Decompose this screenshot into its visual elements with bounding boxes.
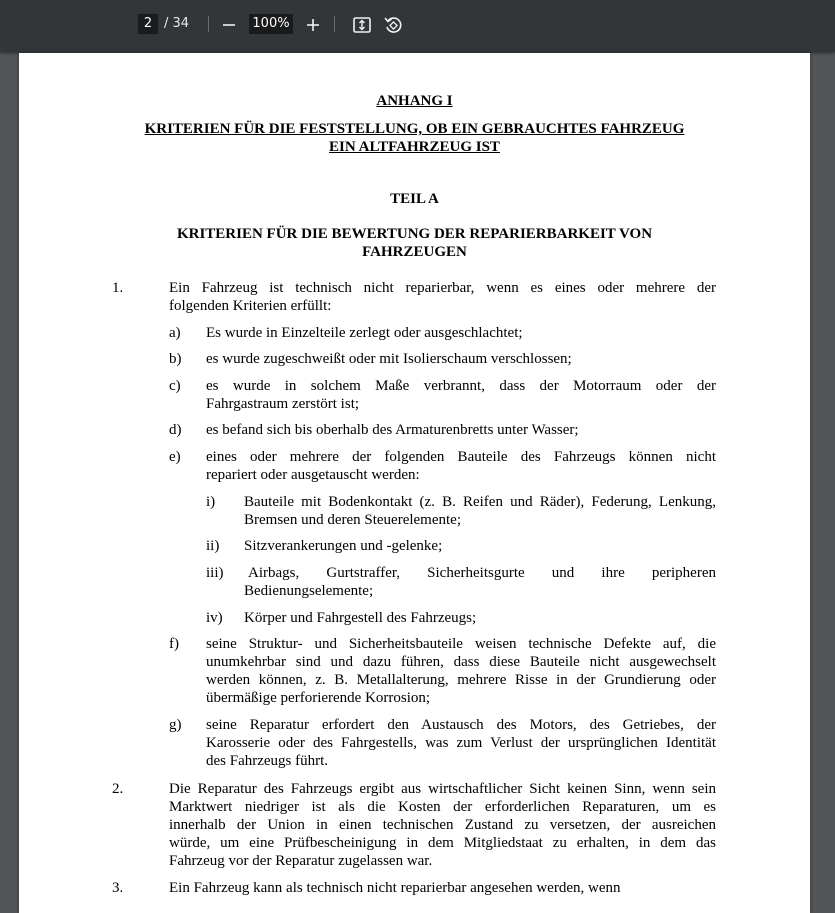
paragraph-line: seine Struktur- und Sicherheitsbauteile weisen technische Defekte auf, die: [206, 636, 716, 652]
item-number: 3.: [112, 880, 124, 896]
fit-page-button[interactable]: [351, 14, 373, 36]
criteria-title: [19, 120, 810, 156]
annex-title: ANHANG I: [376, 93, 453, 109]
plus-icon: [302, 14, 324, 36]
rotate-icon: [382, 14, 404, 36]
paragraph-line: des Fahrzeugs führt.: [206, 753, 329, 769]
paragraph-line: Fahrzeug vor der Reparatur zugelassen war.: [169, 853, 433, 869]
item-roman: i): [206, 494, 216, 510]
paragraph-line: eines oder mehrere der folgenden Bauteile des Fahrzeugs können nicht: [206, 449, 716, 465]
criteria-title-line2: EIN ALTFAHRZEUG IST: [329, 139, 500, 155]
item-letter: g): [169, 717, 182, 733]
item-letter: d): [169, 422, 182, 438]
item-number: 2.: [112, 781, 124, 797]
item-letter: e): [169, 449, 181, 465]
pdf-page: [19, 53, 810, 913]
paragraph-line: werden können, z. B. Metallalterung, mehrere Risse in der Grundierung oder: [206, 672, 716, 688]
item-number: 1.: [112, 280, 124, 296]
paragraph-line: Ein Fahrzeug kann als technisch nicht reparierbar angesehen werden, wenn: [169, 880, 621, 896]
paragraph-line: repariert oder ausgetauscht werden:: [206, 467, 420, 483]
section-title-line2: FAHRZEUGEN: [362, 244, 467, 260]
item-letter: b): [169, 351, 182, 367]
pdf-toolbar: [0, 0, 835, 52]
paragraph-line: Sitzverankerungen und -gelenke;: [244, 538, 443, 554]
page-total: / 34: [164, 16, 190, 31]
rotate-button[interactable]: [382, 14, 404, 36]
zoom-in-button[interactable]: [302, 14, 324, 36]
section-title: [19, 225, 810, 261]
paragraph-line: Ein Fahrzeug ist technisch nicht reparierbar, wenn es eines oder mehrere der: [169, 280, 716, 296]
paragraph-line: Bedienungselemente;: [244, 583, 374, 599]
paragraph-line: Bauteile mit Bodenkontakt (z. B. Reifen und Räder), Federung, Lenkung,: [244, 494, 716, 510]
paragraph-line: es wurde zugeschweißt oder mit Isolierschaum verschlossen;: [206, 351, 572, 367]
paragraph-line: Karosserie oder des Fahrgestells, was zum Verlust der ursprünglichen Identität: [206, 735, 716, 751]
item-roman: iii): [206, 565, 224, 581]
item-letter: a): [169, 325, 181, 341]
paragraph-line: Es wurde in Einzelteile zerlegt oder ausgeschlachtet;: [206, 325, 523, 341]
paragraph-line: Fahrgastraum zerstört ist;: [206, 396, 360, 412]
toolbar-divider: [208, 16, 209, 32]
paragraph-line: es wurde in solchem Maße verbrannt, dass der Motorraum oder der: [206, 378, 716, 394]
paragraph-line: folgenden Kriterien erfüllt:: [169, 298, 332, 314]
paragraph-line: Marktwert niedriger ist als die Kosten der erforderlichen Reparaturen, um es: [169, 799, 716, 815]
criteria-title-line1: KRITERIEN FÜR DIE FESTSTELLUNG, OB EIN GEBRAUCHTES FAHRZEUG: [144, 121, 685, 137]
paragraph-line: innerhalb der Union in einen technischen Zustand zu versetzen, der ausreichen: [169, 817, 716, 833]
zoom-input[interactable]: [249, 14, 293, 34]
paragraph-line: unumkehrbar sind und dazu führen, dass diese Bauteile nicht ausgewechselt: [206, 654, 716, 670]
toolbar-divider: [334, 16, 335, 32]
item-letter: c): [169, 378, 181, 394]
item-roman: iv): [206, 610, 223, 626]
paragraph-line: Körper und Fahrgestell des Fahrzeugs;: [244, 610, 477, 626]
page-number-input[interactable]: [138, 14, 158, 34]
minus-icon: [218, 14, 240, 36]
paragraph-line: übermäßige perforierende Korrosion;: [206, 690, 431, 706]
item-letter: f): [169, 636, 179, 652]
item-roman: ii): [206, 538, 220, 554]
paragraph-line: es befand sich bis oberhalb des Armaturenbretts unter Wasser;: [206, 422, 579, 438]
section-title-line1: KRITERIEN FÜR DIE BEWERTUNG DER REPARIERBARKEIT VON: [176, 226, 653, 242]
paragraph-line: Bremsen und deren Steuerelemente;: [244, 512, 462, 528]
paragraph-line: seine Reparatur erfordert den Austausch des Motors, des Getriebes, der: [206, 717, 716, 733]
fit-page-icon: [351, 14, 373, 36]
paragraph-line: Airbags, Gurtstraffer, Sicherheitsgurte und ihre peripheren: [248, 565, 716, 581]
paragraph-line: würde, um eine Prüfbescheinigung in dem Mitgliedstaat zu erhalten, in dem das: [169, 835, 716, 851]
part-title: TEIL A: [390, 191, 439, 207]
zoom-out-button[interactable]: [218, 14, 240, 36]
paragraph-line: Die Reparatur des Fahrzeugs ergibt aus wirtschaftlicher Sicht keinen Sinn, wenn sein: [169, 781, 716, 797]
